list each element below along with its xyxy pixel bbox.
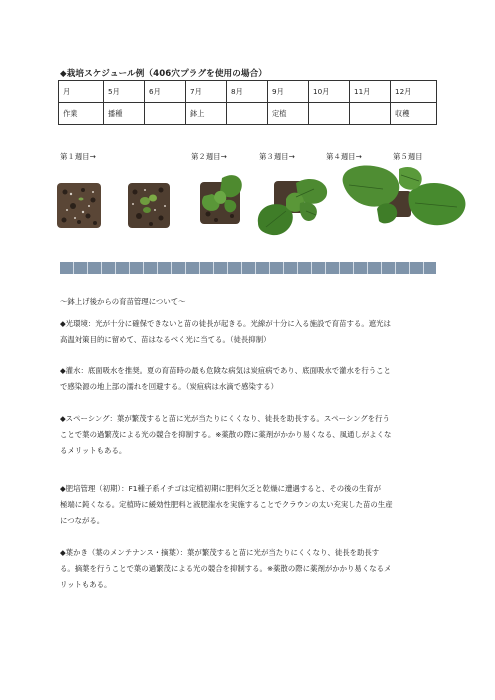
table-cell: 11月 [350,81,391,103]
table-cell: 6月 [145,81,186,103]
table-cell: 作業 [59,103,104,125]
week-label-1: 第１週目→ [60,152,96,161]
week-label-5: 第５週目 [393,152,423,161]
table-cell: 月 [59,81,104,103]
text-line: 極端に鈍くなる。定植時に緩効性肥料と液肥潅水を実施することでクラウンの太い充実した苗の生産 [60,500,393,509]
care-water-paragraph [60,363,438,395]
text-line: ◆肥培管理（初期）：F1種子系イチゴは定植初期に肥料欠乏と乾燥に遭遇すると、その後の生育が [60,484,382,493]
care-light-paragraph [60,316,438,348]
table-cell [309,103,350,125]
schedule-task-row [59,103,437,125]
table-cell: 9月 [268,81,309,103]
table-cell: 7月 [186,81,227,103]
seedling-photo-week-1b [125,180,173,230]
text-line: るメリットもある。 [60,446,127,455]
table-cell [227,103,268,125]
table-cell: 5月 [104,81,145,103]
care-fertilizer-paragraph [60,481,438,529]
schedule-title: ◆栽培スケジュール例（406穴プラグを使用の場合） [60,69,268,79]
week-label-4: 第４週目→ [326,152,362,161]
text-line: で感染源の地上部の濡れを回避する。（炭疽病は水滴で感染する） [60,382,279,391]
table-cell: 8月 [227,81,268,103]
text-line: ◆葉かき（葉のメンテナンス・摘葉）：葉が繁茂すると苗に光が当たりにくくなり、徒長を助長す [60,548,380,557]
text-line: ◆灌水：底面吸水を推奨。夏の育苗時の最も危険な病気は炭疽病であり、底面吸水で灌水を行うこと [60,366,391,375]
text-line: ことで葉の過繁茂による光の競合を抑制する。※薬散の際に薬剤がかかり易くなる、風通しがよくな [60,430,392,439]
seedling-photo-week-4 [339,163,469,231]
text-line: につながる。 [60,516,105,525]
week-label-2: 第２週目→ [191,152,227,161]
seedling-photo-week-2 [196,170,246,226]
table-cell: 12月 [391,81,437,103]
text-line: リットもある。 [60,580,112,589]
care-spacing-paragraph [60,411,438,459]
section-divider [60,262,436,274]
table-cell: 鉢上 [186,103,227,125]
table-cell: 収穫 [391,103,437,125]
text-line: ◆光環境：光が十分に確保できないと苗の徒長が起きる。光線が十分に入る施設で育苗する。遮光は [60,319,391,328]
schedule-month-row [59,81,437,103]
text-line: 高温対策目的に留めて、苗はなるべく光に当てる。（徒長抑制） [60,335,271,344]
table-cell [145,103,186,125]
table-cell: 播種 [104,103,145,125]
table-cell: 10月 [309,81,350,103]
seedling-photo-week-3 [256,175,332,241]
care-leaf-paragraph [60,545,438,593]
schedule-table [58,80,437,125]
text-line: る。摘葉を行うことで葉の過繁茂による光の競合を抑制する。※薬散の際に薬剤がかかり易くなるメ [60,564,392,573]
table-cell [350,103,391,125]
care-heading: ～鉢上げ後からの育苗管理について～ [60,297,186,306]
seedling-photo-week-1 [55,182,103,230]
table-cell: 定植 [268,103,309,125]
text-line: ◆スペーシング：葉が繁茂すると苗に光が当たりにくくなり、徒長を助長する。スペーシングを行う [60,414,390,423]
week-label-3: 第３週目→ [259,152,295,161]
